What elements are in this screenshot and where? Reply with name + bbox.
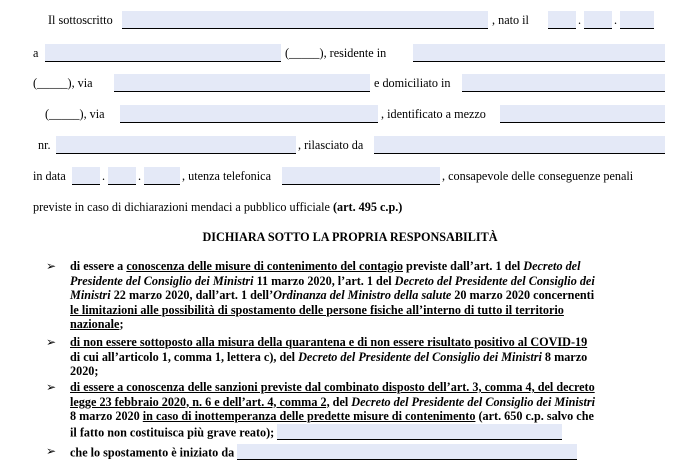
domicile-province-via-label: (_____), via xyxy=(45,107,105,121)
phone-field[interactable] xyxy=(282,167,440,185)
residence-province-via-label: (_____), via xyxy=(33,76,93,90)
row-issue-date xyxy=(0,166,700,188)
row-birthplace xyxy=(0,43,700,65)
consapevole-label: , consapevole delle conseguenze penali xyxy=(442,169,634,183)
residente-label: (_____), residente in xyxy=(285,46,387,60)
residence-city-field[interactable] xyxy=(413,44,665,62)
a-label: a xyxy=(33,46,39,60)
birthplace-field[interactable] xyxy=(45,44,281,62)
reason-field[interactable] xyxy=(277,424,562,440)
departure-field[interactable] xyxy=(237,444,577,460)
issue-dot-2: . xyxy=(138,169,142,183)
bullet-1: di essere a conoscenza delle misure di contenimento del contagio previste dall’art. 1 del Decreto del Presidente del Consiglio dei Ministri 11 marzo 2020, l’art. 1 del Decreto del Presidente del Consiglio dei Ministri 22 marzo 2020, dall’art. 1 dell’Ordinanza del Ministro della salute 20 marzo 2020 concernenti le limitazioni alle possibilità di spostamento delle persone fisiche all’interno di tutto il territorio nazionale; xyxy=(70,259,595,331)
nato-label: , nato il xyxy=(492,13,529,27)
residence-street-field[interactable] xyxy=(114,74,370,92)
document-number-field[interactable] xyxy=(56,136,296,154)
in-data-label: in data xyxy=(33,169,66,183)
issue-year-field[interactable] xyxy=(144,167,180,185)
arrow-bullet-icon: ➢ xyxy=(46,335,57,349)
issue-day-field[interactable] xyxy=(72,167,100,185)
arrow-bullet-icon: ➢ xyxy=(46,444,57,458)
row-domicile-street xyxy=(0,104,700,126)
previste-text: previste in caso di dichiarazioni mendaci a pubblico ufficiale (art. 495 c.p.) xyxy=(33,200,403,214)
sottoscritto-name-field[interactable] xyxy=(122,11,488,29)
row-sottoscritto xyxy=(0,10,700,32)
domicile-city-field[interactable] xyxy=(462,74,665,92)
utenza-label: , utenza telefonica xyxy=(182,169,271,183)
arrow-bullet-icon: ➢ xyxy=(46,380,57,394)
bullet-2: di non essere sottoposto alla misura della quarantena e di non essere risultato positivo al COVID-19 di cui all’articolo 1, comma 1, lettera c), del Decreto del Presidente del Consiglio dei Ministri 8 marzo 2020; xyxy=(70,335,588,378)
domicile-street-field[interactable] xyxy=(120,105,378,123)
row-residence-street xyxy=(0,73,700,95)
declaration-heading: DICHIARA SOTTO LA PROPRIA RESPONSABILITÀ xyxy=(202,230,498,244)
issue-month-field[interactable] xyxy=(108,167,136,185)
art-495-reference: (art. 495 c.p.) xyxy=(332,200,403,214)
identificato-label: , identificato a mezzo xyxy=(381,107,486,121)
row-document xyxy=(0,135,700,157)
birth-day-field[interactable] xyxy=(548,11,576,29)
date-dot-2: . xyxy=(614,13,618,27)
rilasciato-label: , rilasciato da xyxy=(298,138,364,152)
arrow-bullet-icon: ➢ xyxy=(46,259,57,273)
date-dot-1: . xyxy=(578,13,582,27)
bullet-4: che lo spostamento è iniziato da xyxy=(70,444,682,460)
domiciliato-label: e domiciliato in xyxy=(374,76,451,90)
id-document-field[interactable] xyxy=(500,105,665,123)
bullet-3: di essere a conoscenza delle sanzioni previste dal combinato disposto dell’art. 3, comma 4, del decreto legge 23 febbraio 2020, n. 6 e dell’art. 4, comma 2, del Decreto del Presidente del Consiglio dei Ministri 8 marzo 2020 in caso di inottemperanza delle predette misure di contenimento (art. 650 c.p. salvo che il fatto non costituisca più grave reato); xyxy=(70,380,596,439)
birth-year-field[interactable] xyxy=(620,11,654,29)
issued-by-field[interactable] xyxy=(374,136,665,154)
issue-dot-1: . xyxy=(102,169,106,183)
nr-label: nr. xyxy=(38,138,51,152)
birth-month-field[interactable] xyxy=(584,11,612,29)
row-previste xyxy=(0,197,700,219)
sottoscritto-label: Il sottoscritto xyxy=(48,13,113,27)
